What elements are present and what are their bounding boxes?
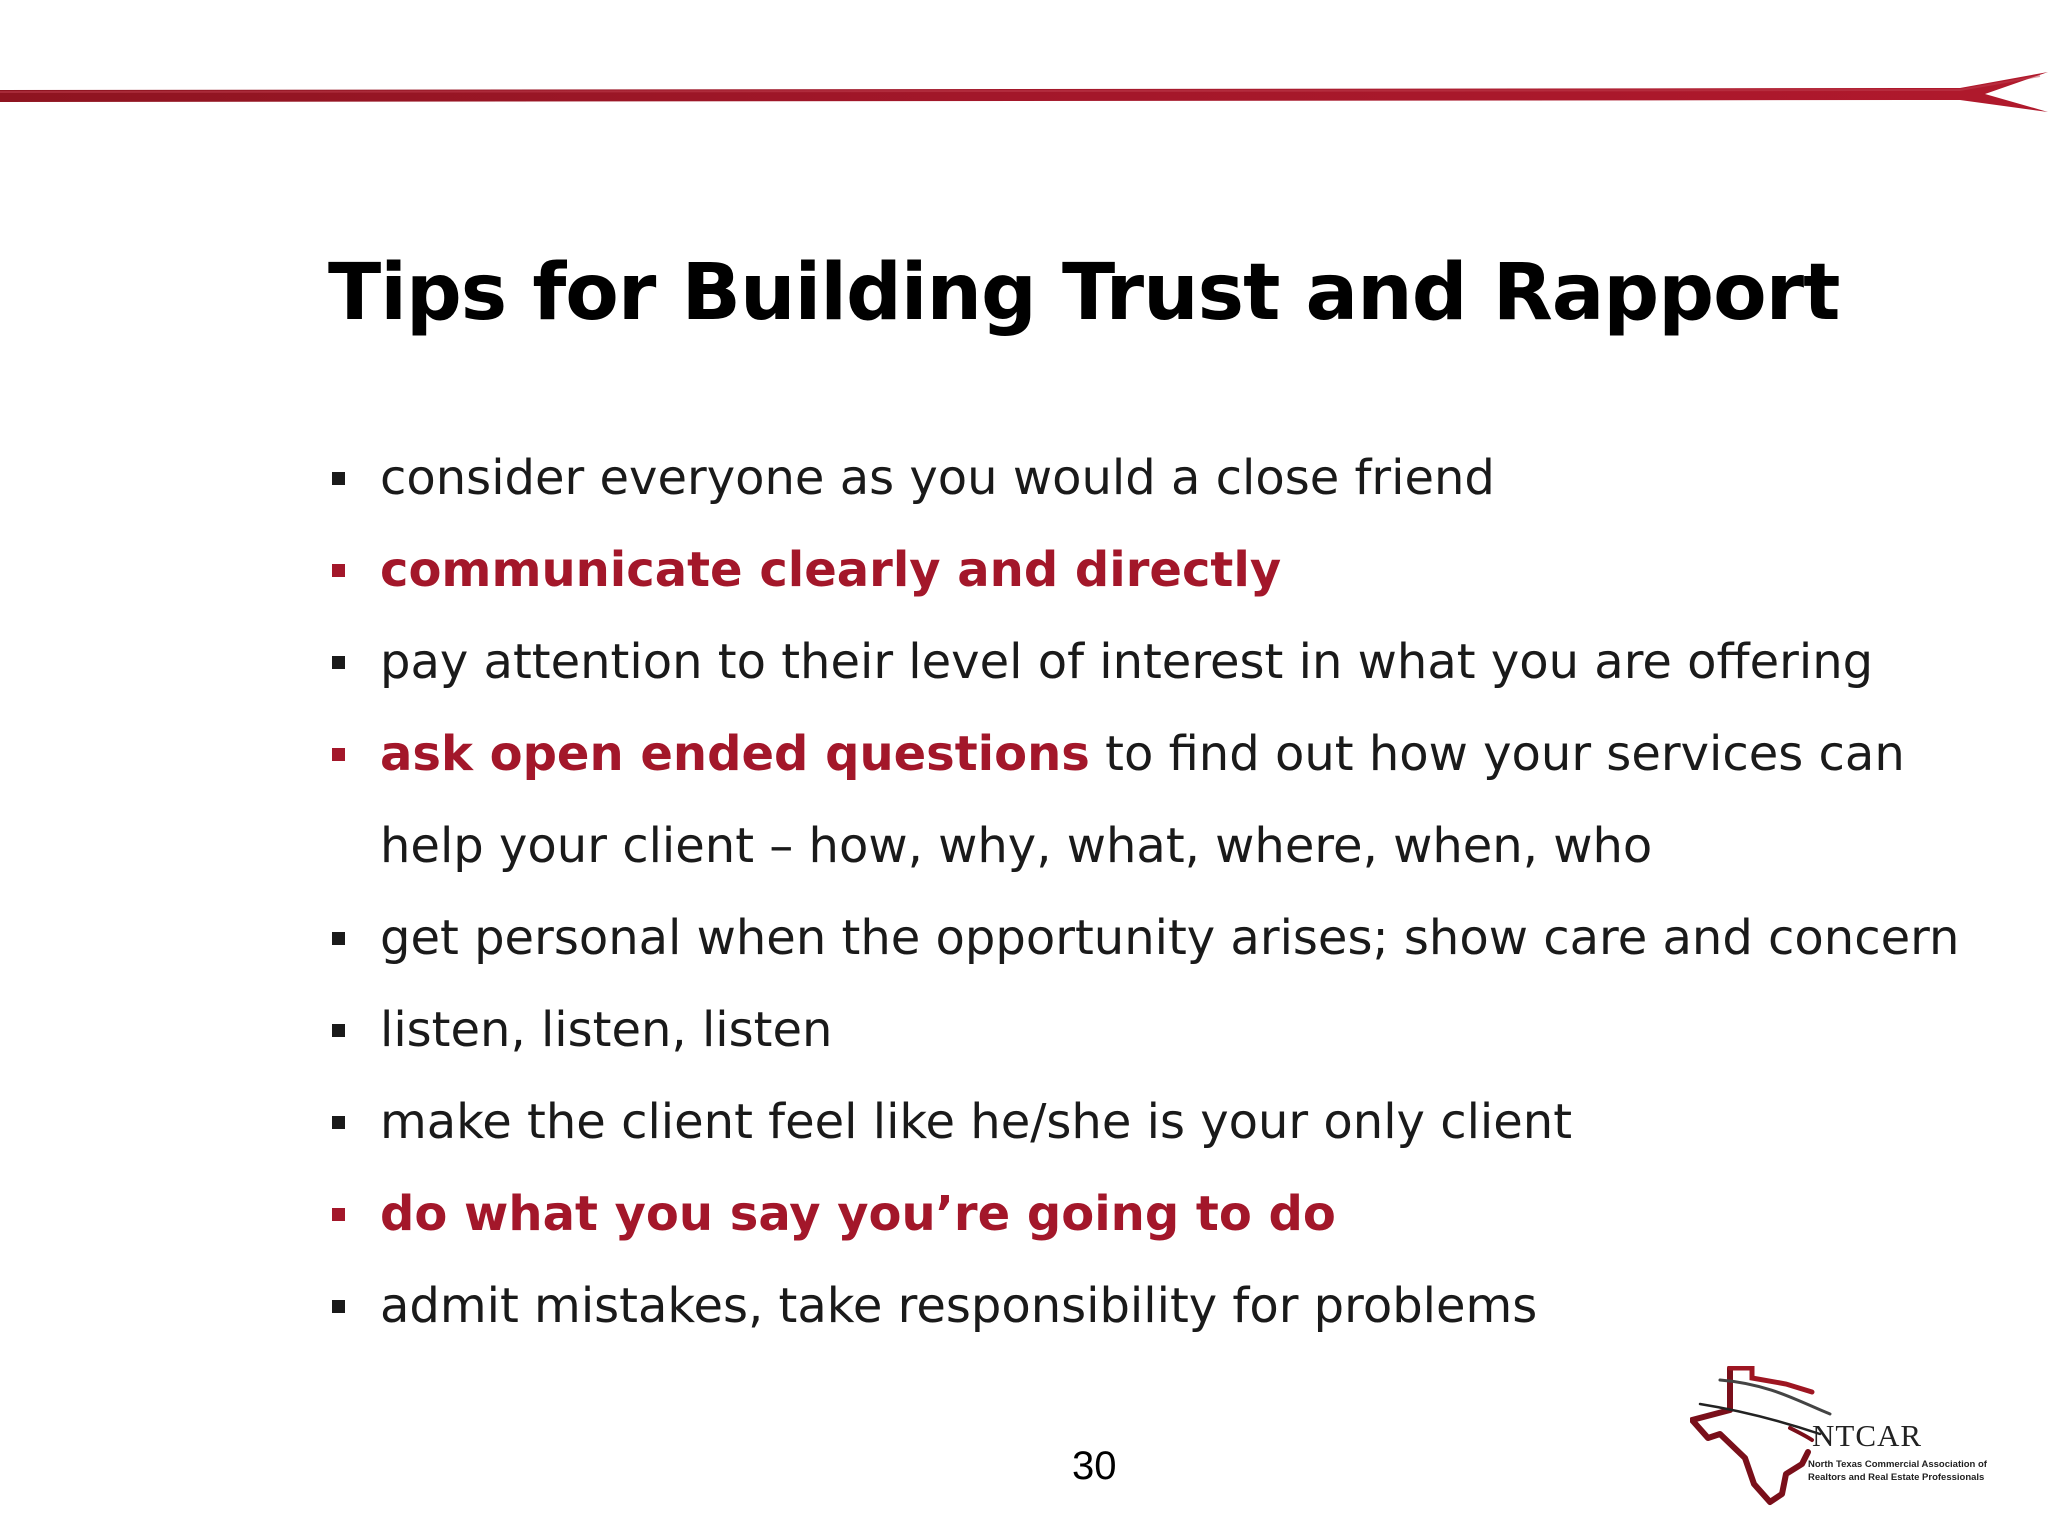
bullet-item — [330, 984, 1970, 1076]
logo-name: NTCAR — [1812, 1418, 1923, 1453]
bullet-text: listen, listen, listen — [380, 1002, 833, 1058]
bullet-item — [330, 524, 1970, 616]
bullet-highlight-text: communicate clearly and directly — [380, 542, 1282, 598]
bullet-text: get personal when the opportunity arises; show care and concern — [380, 910, 1960, 966]
bullet-item — [330, 708, 1970, 892]
bullet-list — [330, 432, 1970, 1352]
bullet-square-icon — [332, 1208, 345, 1221]
bullet-highlight-text: do what you say you’re going to do — [380, 1186, 1336, 1242]
bullet-square-icon — [332, 472, 345, 485]
bullet-square-icon — [332, 932, 345, 945]
logo-tagline-line-2: Realtors and Real Estate Professionals — [1808, 1472, 1985, 1483]
bullet-item — [330, 1076, 1970, 1168]
bullet-item — [330, 1260, 1970, 1352]
bullet-item — [330, 616, 1970, 708]
bullet-text: make the client feel like he/she is your only client — [380, 1094, 1573, 1150]
top-accent-rule — [0, 60, 2048, 130]
bullet-square-icon — [332, 656, 345, 669]
bullet-highlight-text: ask open ended questions — [380, 726, 1090, 782]
bullet-item — [330, 432, 1970, 524]
bullet-square-icon — [332, 564, 345, 577]
slide-title: Tips for Building Trust and Rapport — [328, 248, 1840, 338]
logo-tagline — [1808, 1458, 2008, 1484]
bullet-text: admit mistakes, take responsibility for problems — [380, 1278, 1538, 1334]
bullet-item — [330, 892, 1970, 984]
bullet-square-icon — [332, 748, 345, 761]
bullet-text: to find out how your services can help your client – how, why, what, where, when, who — [380, 726, 1905, 874]
bullet-square-icon — [332, 1300, 345, 1313]
bullet-item — [330, 1168, 1970, 1260]
bullet-square-icon — [332, 1024, 345, 1037]
page-number: 30 — [1072, 1444, 1117, 1488]
bullet-text: consider everyone as you would a close friend — [380, 450, 1495, 506]
bullet-square-icon — [332, 1116, 345, 1129]
bullet-text: pay attention to their level of interest in what you are offering — [380, 634, 1874, 690]
logo-tagline-line-1: North Texas Commercial Association of — [1808, 1459, 1987, 1470]
